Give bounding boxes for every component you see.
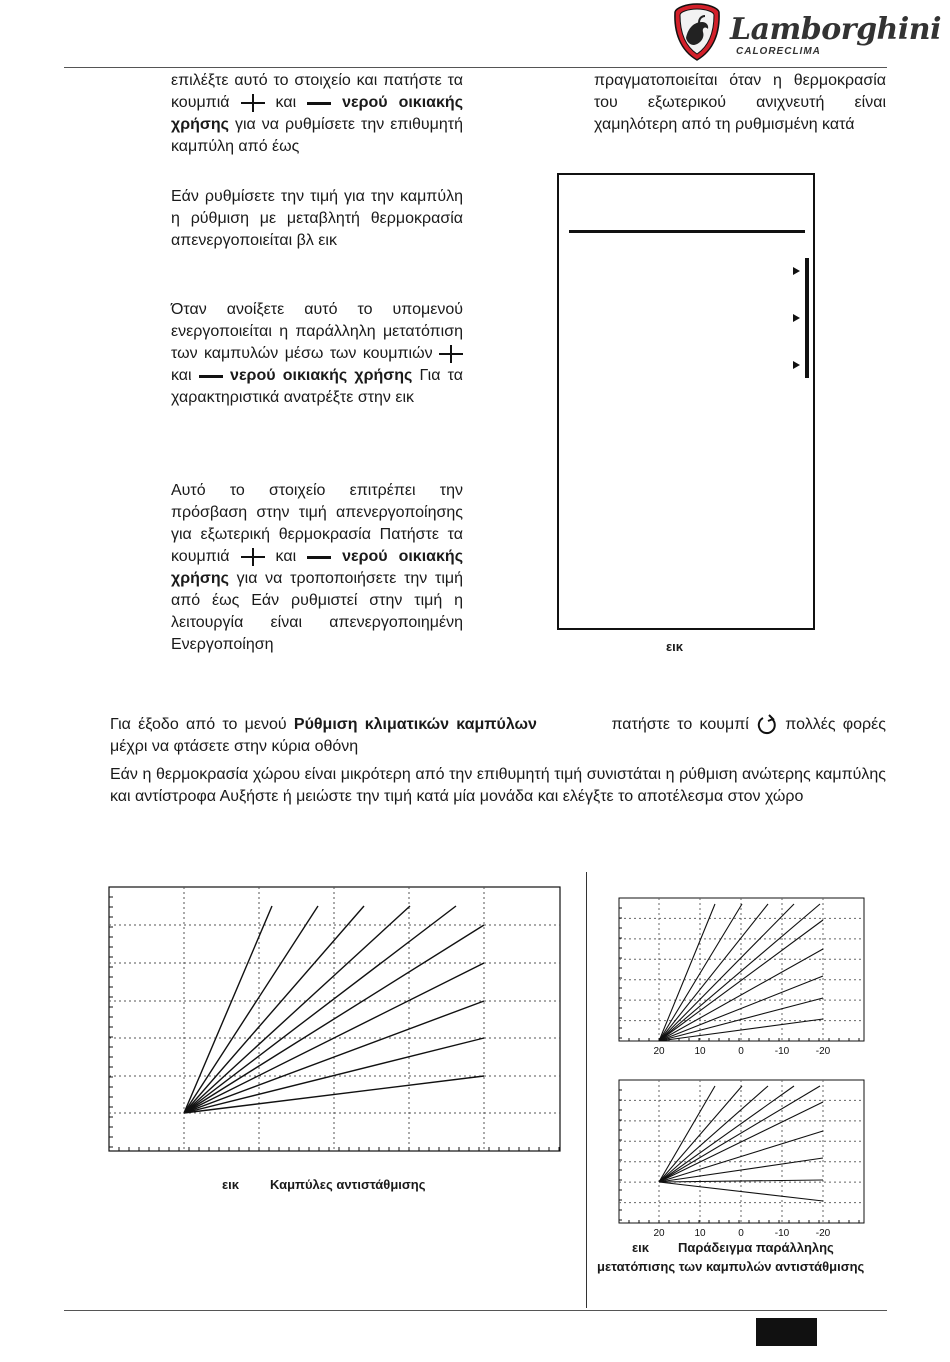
bold-text: νερού οικιακής χρήσης <box>171 94 464 133</box>
text: για να ρυθμίσετε την επιθυμητή καμπύλη από έως <box>171 116 464 155</box>
footer-rule <box>64 1310 887 1311</box>
curve-line <box>659 976 823 1041</box>
screen-caption: εικ <box>666 639 684 654</box>
menu-arrow-icon[interactable] <box>793 361 800 369</box>
small-chart-title-2: μετατόπισης των καμπυλών αντιστάθμισης <box>597 1259 865 1274</box>
brand-name: Lamborghini <box>730 12 941 47</box>
x-tick-label: 10 <box>694 1046 706 1057</box>
bold-text: νερού οικιακής χρήσης <box>171 548 464 587</box>
x-tick-label: 10 <box>694 1228 706 1239</box>
shield-logo-icon <box>672 2 722 62</box>
x-tick-label: -10 <box>774 1046 790 1057</box>
text: πατήστε το κουμπί <box>611 716 749 734</box>
small-chart-label: εικ <box>632 1240 650 1255</box>
x-tick-label: 0 <box>738 1046 744 1057</box>
x-tick-label: -20 <box>815 1228 831 1239</box>
bold-text: νερού οικιακής χρήσης <box>230 367 413 384</box>
bold-text: Ρύθμιση κλιματικών καμπύλων <box>293 716 537 734</box>
screen-title-bar <box>569 230 805 233</box>
text: Όταν ανοίξετε αυτό το υπομενού ενεργοποιείται η παράλληλη μετατόπιση των καμπυλών μέσω των κουμπιών <box>171 301 463 362</box>
small-chart-title-1: Παράδειγμα παράλληλης <box>678 1240 834 1255</box>
main-chart-label: εικ <box>222 1177 240 1192</box>
screen-scrollbar[interactable] <box>805 258 809 378</box>
left-paragraph-2: Εάν ρυθμίσετε την τιμή για την καμπύλη η ρύθμιση με μεταβλητή θερμοκρασία απενεργοποιείται βλ εικ <box>171 188 463 249</box>
plus-icon <box>241 550 265 564</box>
left-paragraph-1 <box>171 70 463 158</box>
brand-logo <box>672 2 941 64</box>
curve-line <box>184 906 364 1113</box>
x-tick-label: -10 <box>774 1228 790 1239</box>
curve-line <box>184 906 456 1113</box>
exit-paragraph <box>110 714 886 758</box>
text: για να τροποποιήσετε την τιμή από έως Εάν ρυθμιστεί στην τιμή η λειτουργία είναι απενεργοποιημένη Ενεργοποίηση <box>171 570 464 653</box>
x-tick-label: 20 <box>653 1228 665 1239</box>
left-paragraph-4 <box>171 480 463 656</box>
x-tick-label: -20 <box>815 1046 831 1057</box>
text: Για τα χαρακτηριστικά ανατρέξτε στην εικ <box>171 367 464 406</box>
x-tick-labels <box>653 1228 830 1239</box>
plus-icon <box>439 347 463 361</box>
main-chart-title: Καμπύλες αντιστάθμισης <box>270 1177 426 1192</box>
curve-line <box>659 1131 823 1182</box>
menu-arrow-icon[interactable] <box>793 267 800 275</box>
minus-icon <box>307 550 331 564</box>
advice-paragraph: Εάν η θερμοκρασία χώρου είναι μικρότερη από την επιθυμητή τιμή συνιστάται η ρύθμιση ανώτερης καμπύλης και αντίστροφα Αυξήστε ή μειώστε την τιμή κατά μία μονάδα και ελέγξτε το αποτέλεσμα στον χώρο <box>110 766 886 805</box>
page-number-box <box>756 1318 817 1346</box>
chart-series <box>659 1086 823 1201</box>
x-tick-label: 20 <box>653 1046 665 1057</box>
text: και <box>171 367 192 384</box>
plus-icon <box>241 96 265 110</box>
right-paragraph-1: πραγματοποιείται όταν η θερμοκρασία του εξωτερικού ανιχνευτή είναι χαμηλότερη από τη ρυθμισμένη κατά <box>594 72 886 133</box>
minus-icon <box>199 369 223 383</box>
shift-chart-bottom <box>612 1074 872 1240</box>
shift-chart-top <box>612 892 872 1060</box>
x-tick-labels <box>653 1046 830 1057</box>
header-rule <box>64 67 887 68</box>
text: και <box>275 94 297 111</box>
curve-line <box>659 1182 823 1201</box>
main-compensation-chart <box>100 880 570 1165</box>
x-tick-label: 0 <box>738 1228 744 1239</box>
back-arrow-icon <box>756 714 778 736</box>
brand-subname: CALORECLIMA <box>736 46 821 57</box>
text: επιλέξτε αυτό το στοιχείο και πατήστε τα κουμπιά <box>171 72 463 111</box>
chart-grid <box>619 1080 864 1223</box>
minus-icon <box>307 96 331 110</box>
text: και <box>275 548 297 565</box>
display-screen-figure <box>557 173 815 630</box>
curve-line <box>184 906 272 1113</box>
curve-line <box>659 949 823 1041</box>
left-paragraph-3 <box>171 299 463 409</box>
column-divider <box>586 872 587 1308</box>
curve-line <box>659 904 794 1041</box>
menu-arrow-icon[interactable] <box>793 314 800 322</box>
text: Για έξοδο από το μενού <box>110 716 287 734</box>
curve-line <box>184 906 410 1113</box>
text: Αυτό το στοιχείο επιτρέπει την πρόσβαση στην τιμή απενεργοποίησης για εξωτερική θερμοκρασία Πατήστε τα κουμπιά <box>171 482 463 565</box>
text: πολλές φορές μέχρι να φτάσετε στην κύρια οθόνη <box>110 716 887 756</box>
